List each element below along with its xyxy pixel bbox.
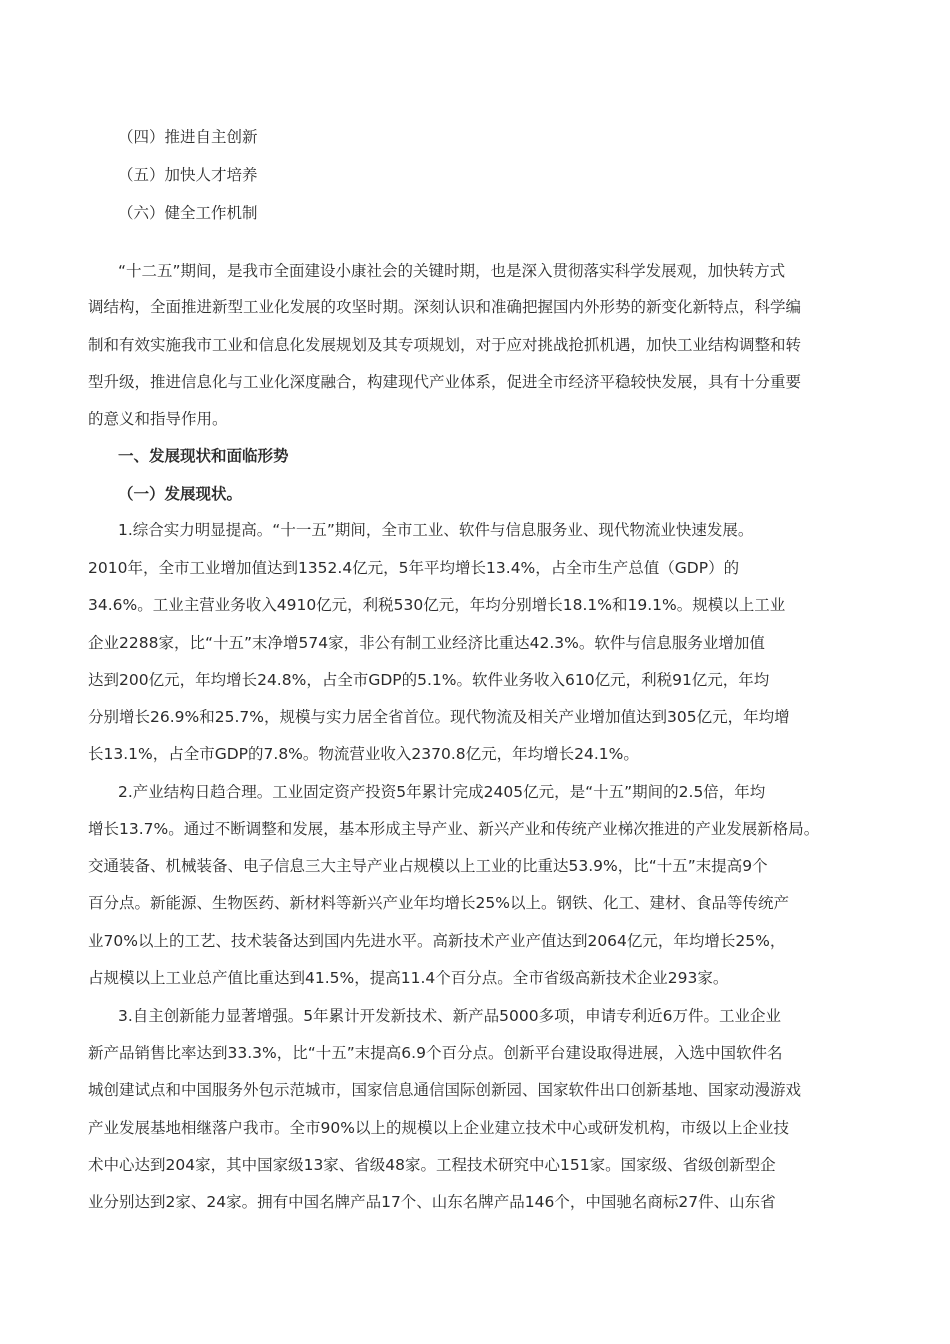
paragraph-line: 长13.1%，占全市GDP的7.8%。物流营业收入2370.8亿元，年均增长24.1%。 bbox=[88, 745, 639, 763]
paragraph-line: 增长13.7%。通过不断调整和发展，基本形成主导产业、新兴产业和传统产业梯次推进的产业发展新格局。 bbox=[88, 820, 820, 838]
paragraph-line: “十二五”期间，是我市全面建设小康社会的关键时期，也是深入贯彻落实科学发展观，加快转方式 bbox=[118, 262, 786, 280]
paragraph-line: 达到200亿元，年均增长24.8%，占全市GDP的5.1%。软件业务收入610亿元，利税91亿元，年均 bbox=[88, 671, 770, 689]
paragraph-line: 业分别达到2家、24家。拥有中国名牌产品17个、山东名牌产品146个，中国驰名商标27件、山东省 bbox=[88, 1193, 776, 1211]
paragraph-line: 3.自主创新能力显著增强。5年累计开发新技术、新产品5000多项，申请专利近6万件。工业企业 bbox=[118, 1007, 781, 1025]
toc-item: （五）加快人才培养 bbox=[118, 166, 258, 184]
paragraph-line: 交通装备、机械装备、电子信息三大主导产业占规模以上工业的比重达53.9%，比“十五”末提高9个 bbox=[88, 857, 768, 875]
paragraph-line: 1.综合实力明显提高。“十一五”期间，全市工业、软件与信息服务业、现代物流业快速发展。 bbox=[118, 521, 754, 539]
paragraph-line: 百分点。新能源、生物医药、新材料等新兴产业年均增长25%以上。钢铁、化工、建材、食品等传统产 bbox=[88, 894, 789, 912]
paragraph-line: 2.产业结构日趋合理。工业固定资产投资5年累计完成2405亿元，是“十五”期间的2.5倍，年均 bbox=[118, 783, 766, 801]
section-heading: 一、发展现状和面临形势 bbox=[118, 447, 289, 465]
toc-item: （四）推进自主创新 bbox=[118, 128, 258, 146]
paragraph-line: 业70%以上的工艺、技术装备达到国内先进水平。高新技术产业产值达到2064亿元，年均增长25%， bbox=[88, 932, 786, 950]
paragraph-line: 调结构，全面推进新型工业化发展的攻坚时期。深刻认识和准确把握国内外形势的新变化新特点，科学编 bbox=[88, 298, 802, 316]
paragraph-line: 制和有效实施我市工业和信息化发展规划及其专项规划，对于应对挑战抢抓机遇，加快工业结构调整和转 bbox=[88, 336, 802, 354]
paragraph-line: 新产品销售比率达到33.3%，比“十五”末提高6.9个百分点。创新平台建设取得进展，入选中国软件名 bbox=[88, 1044, 783, 1062]
paragraph-line: 分别增长26.9%和25.7%，规模与实力居全省首位。现代物流及相关产业增加值达到305亿元，年均增 bbox=[88, 708, 790, 726]
paragraph-line: 的意义和指导作用。 bbox=[88, 410, 228, 428]
paragraph-line: 城创建试点和中国服务外包示范城市，国家信息通信国际创新园、国家软件出口创新基地、国家动漫游戏 bbox=[88, 1081, 802, 1099]
paragraph-line: 产业发展基地相继落户我市。全市90%以上的规模以上企业建立技术中心或研发机构，市级以上企业技 bbox=[88, 1119, 789, 1137]
paragraph-line: 企业2288家，比“十五”末净增574家，非公有制工业经济比重达42.3%。软件与信息服务业增加值 bbox=[88, 634, 765, 652]
paragraph-line: 2010年，全市工业增加值达到1352.4亿元，5年平均增长13.4%，占全市生产总值（GDP）的 bbox=[88, 559, 740, 577]
paragraph-line: 34.6%。工业主营业务收入4910亿元，利税530亿元，年均分别增长18.1%和19.1%。规模以上工业 bbox=[88, 596, 786, 614]
subsection-heading: （一）发展现状。 bbox=[118, 485, 243, 503]
paragraph-line: 占规模以上工业总产值比重达到41.5%，提高11.4个百分点。全市省级高新技术企业293家。 bbox=[88, 969, 729, 987]
paragraph-line: 型升级，推进信息化与工业化深度融合，构建现代产业体系，促进全市经济平稳较快发展，具有十分重要 bbox=[88, 373, 802, 391]
paragraph-line: 术中心达到204家，其中国家级13家、省级48家。工程技术研究中心151家。国家级、省级创新型企 bbox=[88, 1156, 776, 1174]
toc-item: （六）健全工作机制 bbox=[118, 204, 258, 222]
